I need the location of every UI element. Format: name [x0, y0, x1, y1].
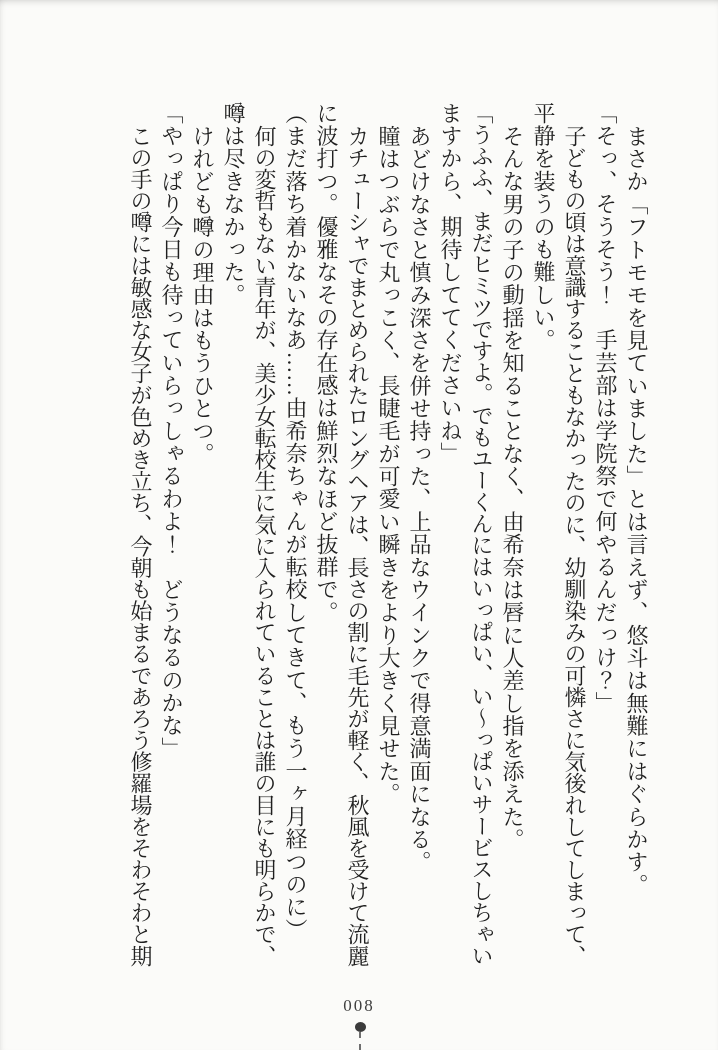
text-column: 瞳はつぶらで丸っこく、長睫毛が可愛い瞬きをより大きく見せた。 — [376, 124, 401, 806]
text-column: けれども噂の理由はもうひとつ。 — [190, 124, 215, 465]
text-column: に波打つ。優雅なその存在感は鮮烈なほど抜群で。 — [314, 102, 339, 624]
text-column: 噂は尽きなかった。 — [221, 102, 246, 307]
text-column: 子どもの頃は意識することもなかったのに、幼馴染みの可憐さに気後れしてしまって、 — [562, 124, 587, 967]
text-column: まさか「フトモモを見ていました」とは言えず、悠斗は無難にはぐらかす。 — [624, 124, 649, 896]
bookmark-dot-icon — [355, 1022, 366, 1032]
text-column: 「やっぱり今日も待っていらっしゃるわよ！ どうなるのかな」 — [159, 102, 184, 760]
text-column: （まだ落ち着かないなあ……由希奈ちゃんが転校してきて、もう一ヶ月経つのに） — [283, 102, 308, 942]
page-number: 008 — [343, 996, 375, 1015]
text-column: あどけなさと慎み深さを併せ持った、上品なウインクで得意満面になる。 — [407, 124, 432, 874]
text-column: そんな男の子の動揺を知ることなく、由希奈は唇に人差し指を添えた。 — [500, 124, 525, 851]
text-column: 何の変哲もない青年が、美少女転校生に気に入られていることは誰の目にも明らかで、 — [252, 124, 277, 967]
bookmark-dotted-line-icon — [359, 1032, 361, 1050]
text-column: 「うふふ、まだヒミツですよ。でもユーくんにはいっぱい、い〜っぱいサービスしちゃい — [469, 102, 494, 967]
text-column: 「そっ、そうそう！ 手芸部は学院祭で何やるんだっけ？」 — [593, 102, 618, 715]
text-column: カチューシャでまとめられたロングヘアは、長さの割に毛先が軽く、秋風を受けて流麗 — [345, 124, 370, 967]
text-column: この手の噂には敏感な女子が色めき立ち、今朝も始まるであろう修羅場をそわそわと期 — [128, 124, 153, 967]
text-columns — [125, 102, 652, 966]
text-column: ますから、期待しててくださいね」 — [438, 102, 463, 465]
page-footer — [0, 998, 718, 1050]
text-column: 平静を装うのも難しい。 — [531, 102, 556, 352]
